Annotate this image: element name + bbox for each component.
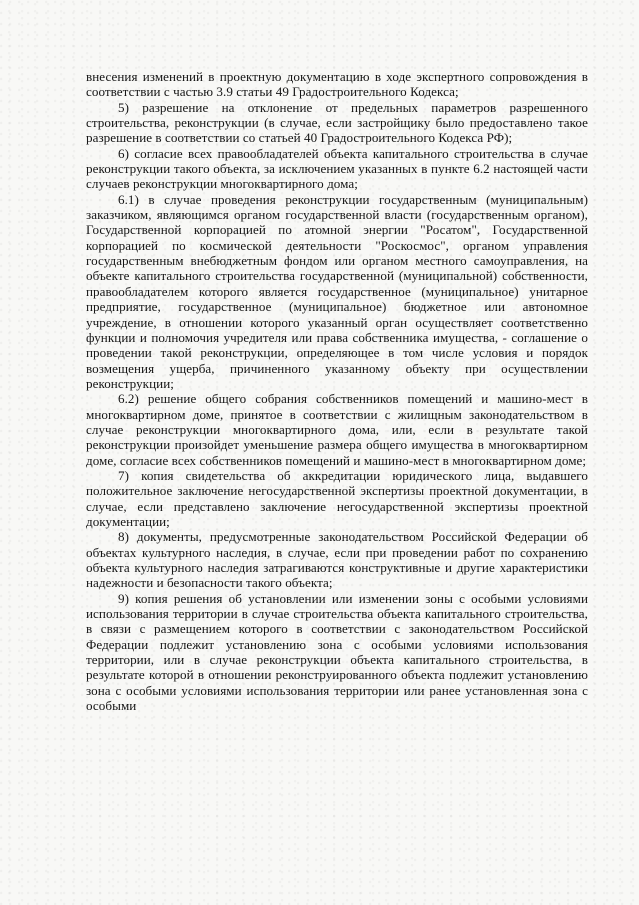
paragraph-continuation: внесения изменений в проектную документацию в ходе экспертного сопровождения в соответствии с частью 3.9 статьи 49 Градостроительного Кодекса; [86,69,588,100]
paragraph-item-6-2: 6.2) решение общего собрания собственников помещений и машино-мест в многоквартирном доме, принятое в соответствии с жилищным законодательством в случае реконструкции многоквартирного дома, или, если в результате такой реконструкции произойдет уменьшение размера общего имущества в многоквартирном доме, согласие всех собственников помещений и машино-мест в многоквартирном доме; [86,391,588,468]
paragraph-item-5: 5) разрешение на отклонение от предельных параметров разрешенного строительства, реконструкции (в случае, если застройщику было предоставлено такое разрешение в соответствии со статьей 40 Градостроительного Кодекса РФ); [86,99,588,146]
document-body [86,69,588,713]
paragraph-item-9: 9) копия решения об установлении или изменении зоны с особыми условиями использования территории в случае строительства объекта капитального строительства, в связи с размещением которого в соответствии с законодательством Российской Федерации подлежит установлению зона с особыми условиями использования территории, или в случае реконструкции объекта капитального строительства, в результате которой в отношении реконструированного объекта подлежит установлению зона с особыми условиями использования территории или ранее установленная зона с особыми [86,590,588,714]
paragraph-item-7: 7) копия свидетельства об аккредитации юридического лица, выдавшего положительное заключение негосударственной экспертизы проектной документации, в случае, если представлено заключение негосударственной экспертизы проектной документации; [86,467,588,529]
paragraph-item-8: 8) документы, предусмотренные законодательством Российской Федерации об объектах культурного наследия, в случае, если при проведении работ по сохранению объекта культурного наследия затрагиваются конструктивные и другие характеристики надежности и безопасности такого объекта; [86,529,588,591]
paragraph-item-6-1: 6.1) в случае проведения реконструкции государственным (муниципальным) заказчиком, являющимся органом государственной власти (государственным органом), Государственной корпорацией по атомной энергии "Росатом", Государственной корпорацией по космической деятельности "Роскосмос", органом управления государственным внебюджетным фондом или органом местного самоуправления, на объекте капитального строительства государственной (муниципальной) собственности, правообладателем которого является государственное (муниципальное) унитарное предприятие, государственное (муниципальное) бюджетное или автономное учреждение, в отношении которого указанный орган осуществляет соответственно функции и полномочия учредителя или права собственника имущества, - соглашение о проведении такой реконструкции, определяющее в том числе условия и порядок возмещения ущерба, причиненного указанному объекту при осуществлении реконструкции; [86,191,588,391]
paragraph-item-6: 6) согласие всех правообладателей объекта капитального строительства в случае реконструкции такого объекта, за исключением указанных в пункте 6.2 настоящей части случаев реконструкции многоквартирного дома; [86,145,588,192]
